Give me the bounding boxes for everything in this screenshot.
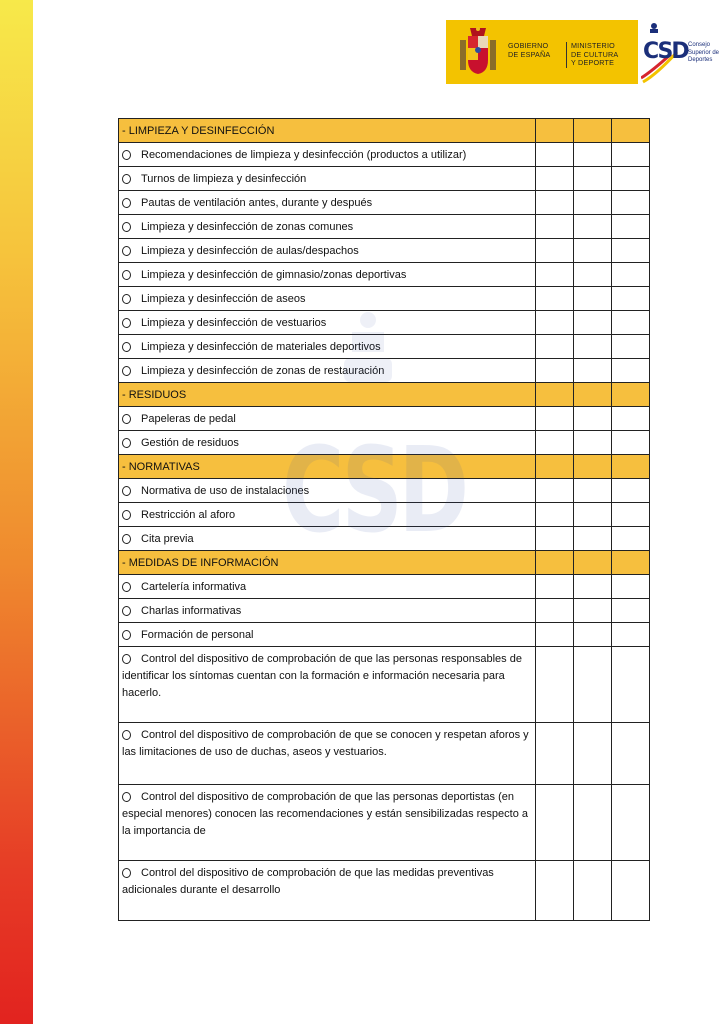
check-cell[interactable] — [612, 215, 650, 239]
watermark-crown-icon — [338, 310, 398, 390]
check-cell — [612, 383, 650, 407]
check-cell — [536, 119, 574, 143]
check-cell[interactable] — [574, 311, 612, 335]
item-label: Papeleras de pedal — [141, 412, 236, 425]
item-label: Limpieza y desinfección de materiales deportivos — [141, 340, 381, 353]
check-cell[interactable] — [574, 287, 612, 311]
check-cell[interactable] — [574, 575, 612, 599]
check-cell[interactable] — [574, 263, 612, 287]
checklist-row — [119, 599, 650, 623]
check-cell[interactable] — [574, 143, 612, 167]
check-cell[interactable] — [536, 431, 574, 455]
item-label: Normativa de uso de instalaciones — [141, 484, 310, 497]
checklist-row — [119, 479, 650, 503]
gov-line-2: DE ESPAÑA — [508, 49, 551, 59]
check-cell[interactable] — [536, 167, 574, 191]
check-cell[interactable] — [612, 527, 650, 551]
circle-bullet-icon — [122, 438, 131, 448]
checklist-row — [119, 503, 650, 527]
check-cell[interactable] — [612, 861, 650, 921]
item-label: Turnos de limpieza y desinfección — [141, 172, 307, 185]
ministry-line-1: MINISTERIO — [571, 41, 615, 50]
checklist-row — [119, 431, 650, 455]
check-cell[interactable] — [612, 335, 650, 359]
checklist-row — [119, 723, 650, 785]
item-label: Gestión de residuos — [141, 436, 239, 449]
circle-bullet-icon — [122, 246, 131, 256]
section-title: - LIMPIEZA Y DESINFECCIÓN — [119, 119, 536, 143]
check-cell[interactable] — [574, 191, 612, 215]
check-cell[interactable] — [574, 479, 612, 503]
check-cell — [536, 383, 574, 407]
section-title: - RESIDUOS — [119, 383, 536, 407]
circle-bullet-icon — [122, 510, 131, 520]
checklist-row — [119, 191, 650, 215]
checklist-row — [119, 167, 650, 191]
check-cell[interactable] — [574, 239, 612, 263]
check-cell[interactable] — [612, 479, 650, 503]
checklist-row — [119, 287, 650, 311]
csd-watermark: CSD — [282, 421, 465, 559]
item-label: Limpieza y desinfección de zonas comunes — [141, 220, 354, 233]
item-label: Cartelería informativa — [141, 580, 247, 593]
circle-bullet-icon — [122, 582, 131, 592]
check-cell[interactable] — [536, 479, 574, 503]
csd-subtitle-line-1: Consejo — [688, 42, 711, 48]
check-cell[interactable] — [612, 785, 650, 861]
check-cell[interactable] — [536, 287, 574, 311]
circle-bullet-icon — [122, 792, 131, 802]
check-cell[interactable] — [536, 647, 574, 723]
check-cell[interactable] — [574, 215, 612, 239]
check-cell[interactable] — [536, 861, 574, 921]
item-label: Limpieza y desinfección de aulas/despachos — [141, 244, 359, 257]
item-label: Recomendaciones de limpieza y desinfección (productos a utilizar) — [141, 148, 467, 161]
checklist-row — [119, 215, 650, 239]
section-header-row — [119, 551, 650, 575]
circle-bullet-icon — [122, 150, 131, 160]
item-label: Limpieza y desinfección de aseos — [141, 292, 306, 305]
circle-bullet-icon — [122, 222, 131, 232]
csd-subtitle-line-2: Superior de — [688, 49, 720, 56]
check-cell[interactable] — [536, 723, 574, 785]
check-cell[interactable] — [536, 263, 574, 287]
item-label: Cita previa — [141, 532, 194, 545]
government-label — [508, 42, 560, 59]
check-cell — [574, 119, 612, 143]
item-label: Pautas de ventilación antes, durante y después — [141, 196, 373, 209]
check-cell[interactable] — [574, 167, 612, 191]
circle-bullet-icon — [122, 730, 131, 740]
government-logo — [446, 20, 638, 84]
circle-bullet-icon — [122, 630, 131, 640]
check-cell — [574, 383, 612, 407]
check-cell[interactable] — [574, 503, 612, 527]
csd-subtitle-line-3: Deportes — [688, 57, 713, 63]
section-header-row — [119, 119, 650, 143]
check-cell[interactable] — [536, 407, 574, 431]
check-cell[interactable] — [612, 239, 650, 263]
check-cell[interactable] — [612, 575, 650, 599]
side-color-bar — [0, 0, 33, 1024]
check-cell[interactable] — [536, 623, 574, 647]
checklist-row — [119, 263, 650, 287]
csd-subtitle — [688, 42, 719, 65]
circle-bullet-icon — [122, 486, 131, 496]
circle-bullet-icon — [122, 342, 131, 352]
check-cell[interactable] — [574, 723, 612, 785]
check-cell — [612, 455, 650, 479]
check-cell — [574, 455, 612, 479]
check-cell[interactable] — [536, 527, 574, 551]
check-cell[interactable] — [574, 647, 612, 723]
check-cell[interactable] — [612, 723, 650, 785]
check-cell[interactable] — [612, 191, 650, 215]
section-title: - MEDIDAS DE INFORMACIÓN — [119, 551, 536, 575]
check-cell[interactable] — [536, 191, 574, 215]
checklist-row — [119, 407, 650, 431]
item-label: Restricción al aforo — [141, 508, 236, 521]
csd-logo-text: CSD — [643, 39, 688, 64]
circle-bullet-icon — [122, 294, 131, 304]
check-cell[interactable] — [612, 359, 650, 383]
coat-of-arms-icon — [458, 26, 498, 78]
ministry-label — [566, 42, 641, 68]
checklist-row — [119, 527, 650, 551]
check-cell[interactable] — [612, 623, 650, 647]
check-cell[interactable] — [574, 359, 612, 383]
section-header-row — [119, 455, 650, 479]
ministry-line-2: DE CULTURA — [571, 49, 619, 59]
item-label: Control del dispositivo de comprobación de que las personas deportistas (en especial menores) conocen las recomendaciones y están sensibilizadas respecto a la importancia de — [122, 791, 529, 837]
check-cell[interactable] — [536, 503, 574, 527]
check-cell[interactable] — [612, 287, 650, 311]
checklist-row — [119, 143, 650, 167]
checklist-row — [119, 785, 650, 861]
check-cell[interactable] — [612, 599, 650, 623]
check-cell[interactable] — [612, 263, 650, 287]
item-label: Control del dispositivo de comprobación de que se conocen y respetan aforos y las limitaciones de uso de duchas, aseos y vestuarios. — [122, 729, 529, 758]
item-label: Formación de personal — [141, 628, 254, 641]
check-cell[interactable] — [574, 623, 612, 647]
checklist-row — [119, 575, 650, 599]
check-cell[interactable] — [574, 407, 612, 431]
item-label: Control del dispositivo de comprobación de que las medidas preventivas adicionales durante el desarrollo — [122, 867, 494, 896]
check-cell — [536, 455, 574, 479]
gov-line-1: GOBIERNO — [508, 41, 549, 50]
checklist-row — [119, 623, 650, 647]
check-cell[interactable] — [574, 527, 612, 551]
check-cell[interactable] — [536, 143, 574, 167]
check-cell[interactable] — [612, 311, 650, 335]
check-cell[interactable] — [612, 503, 650, 527]
check-cell[interactable] — [536, 785, 574, 861]
check-cell[interactable] — [574, 335, 612, 359]
check-cell[interactable] — [536, 311, 574, 335]
circle-bullet-icon — [122, 534, 131, 544]
circle-bullet-icon — [122, 366, 131, 376]
circle-bullet-icon — [122, 198, 131, 208]
item-label: Charlas informativas — [141, 604, 242, 617]
check-cell[interactable] — [612, 143, 650, 167]
circle-bullet-icon — [122, 606, 131, 616]
check-cell[interactable] — [612, 407, 650, 431]
circle-bullet-icon — [122, 868, 131, 878]
check-cell[interactable] — [574, 431, 612, 455]
item-label: Control del dispositivo de comprobación de que las personas responsables de identificar los síntomas cuentan con la formación e información necesaria para hacerlo. — [122, 653, 522, 699]
check-cell[interactable] — [612, 167, 650, 191]
circle-bullet-icon — [122, 654, 131, 664]
item-label: Limpieza y desinfección de vestuarios — [141, 316, 327, 329]
check-cell[interactable] — [536, 335, 574, 359]
checklist-table — [118, 118, 650, 921]
check-cell[interactable] — [612, 431, 650, 455]
check-cell[interactable] — [612, 647, 650, 723]
check-cell[interactable] — [536, 575, 574, 599]
circle-bullet-icon — [122, 270, 131, 280]
check-cell — [612, 119, 650, 143]
check-cell — [574, 551, 612, 575]
check-cell[interactable] — [574, 599, 612, 623]
checklist-row — [119, 861, 650, 921]
check-cell[interactable] — [536, 359, 574, 383]
item-label: Limpieza y desinfección de zonas de restauración — [141, 364, 385, 377]
check-cell[interactable] — [536, 215, 574, 239]
item-label: Limpieza y desinfección de gimnasio/zonas deportivas — [141, 268, 407, 281]
check-cell[interactable] — [574, 785, 612, 861]
check-cell[interactable] — [574, 861, 612, 921]
checklist-row — [119, 239, 650, 263]
circle-bullet-icon — [122, 414, 131, 424]
ministry-line-3: Y DEPORTE — [571, 58, 615, 67]
check-cell — [536, 551, 574, 575]
checklist-row — [119, 647, 650, 723]
check-cell[interactable] — [536, 239, 574, 263]
section-title: - NORMATIVAS — [119, 455, 536, 479]
circle-bullet-icon — [122, 318, 131, 328]
check-cell — [612, 551, 650, 575]
circle-bullet-icon — [122, 174, 131, 184]
check-cell[interactable] — [536, 599, 574, 623]
